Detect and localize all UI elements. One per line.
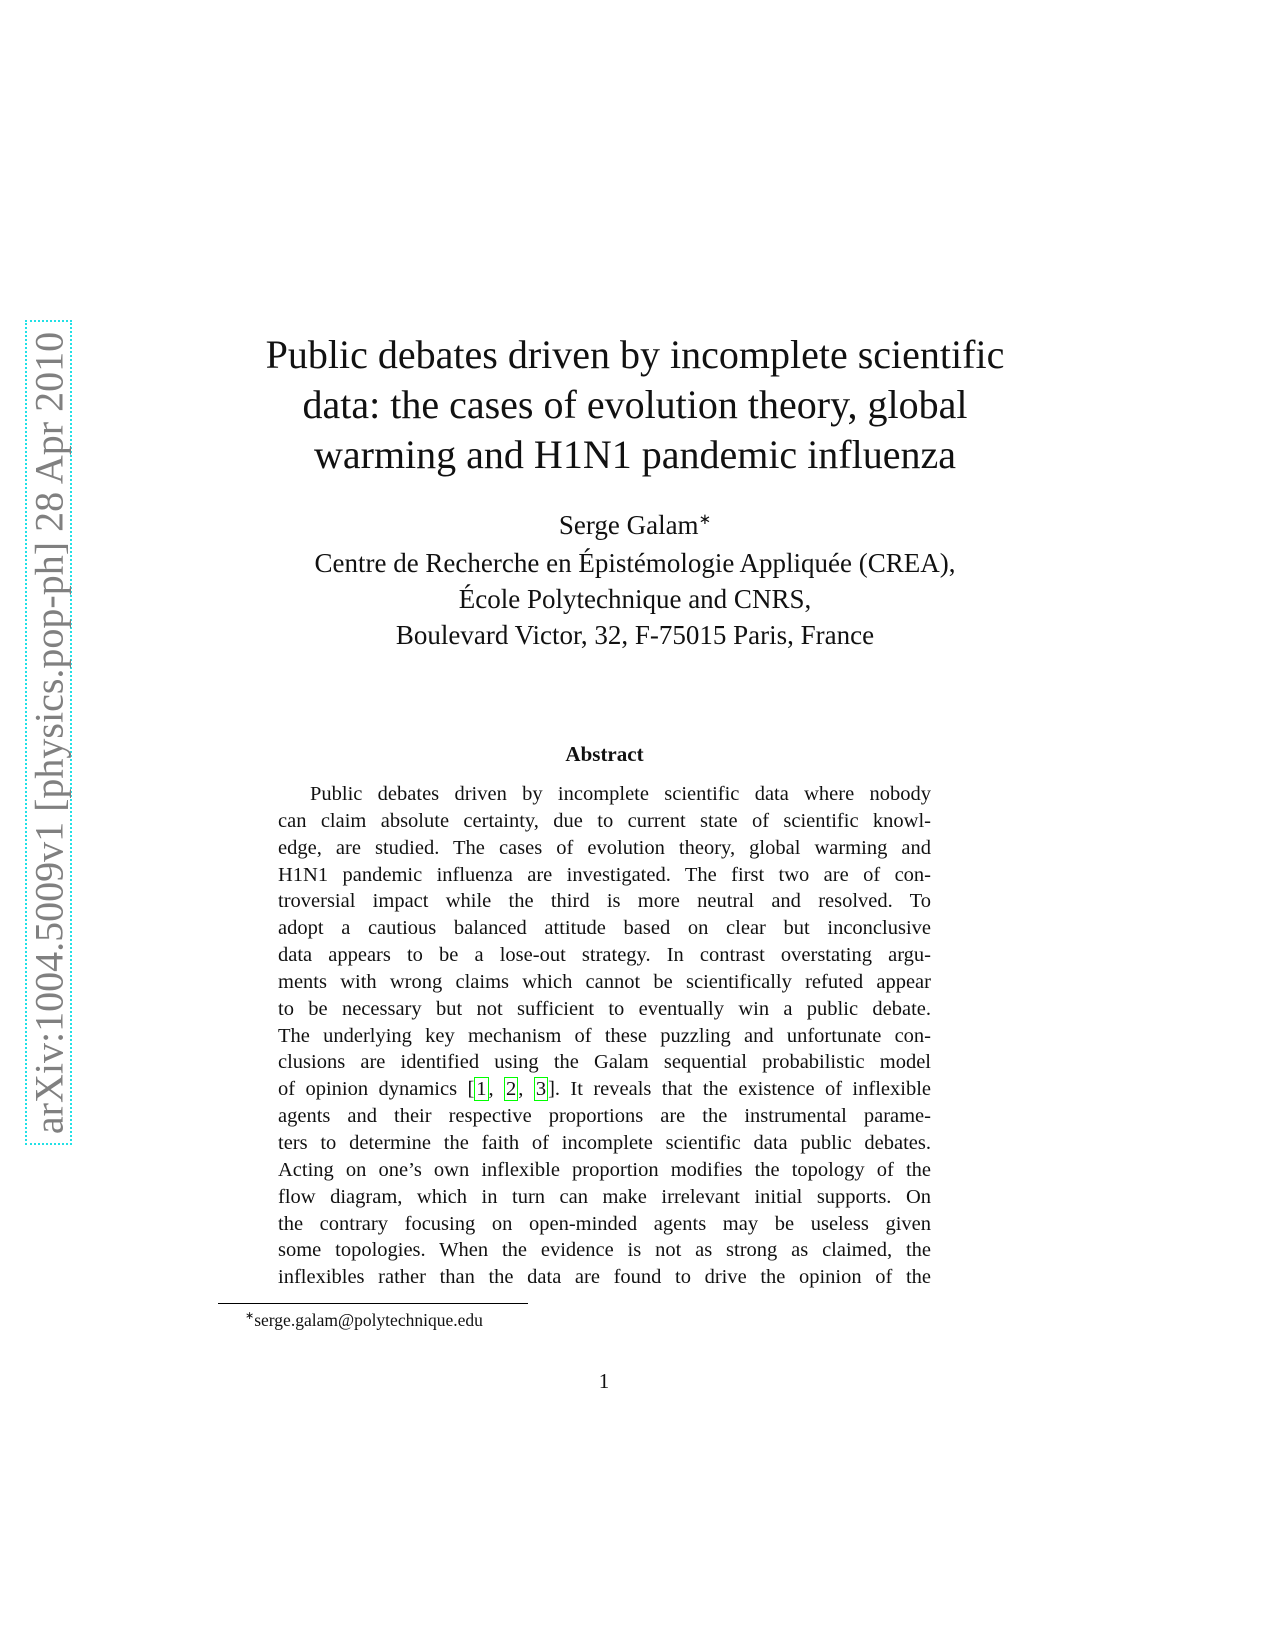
footnote-mark: ∗: [245, 1310, 255, 1322]
affiliation-line: Centre de Recherche en Épistémologie Appliquée (CREA),: [314, 548, 956, 578]
arxiv-identifier[interactable]: arXiv:1004.5009v1 [physics.pop-ph] 28 Apr 2010: [26, 331, 71, 1134]
abstract-line: flow diagram, which in turn can make irrelevant initial supports. On: [278, 1185, 931, 1208]
abstract-body: [278, 781, 931, 1291]
abstract-heading: Abstract: [565, 742, 644, 766]
title-line: warming and H1N1 pandemic influenza: [313, 432, 956, 477]
abstract-line: troversial impact while the third is more neutral and resolved. To: [278, 890, 931, 913]
footnote-email: serge.galam@polytechnique.edu: [254, 1309, 483, 1330]
abstract-line: Acting on one’s own inflexible proportion modifies the topology of the: [278, 1158, 931, 1181]
paper-title: [200, 330, 1070, 480]
abstract-line: ters to determine the faith of incomplete scientific data public debates.: [278, 1131, 931, 1154]
citation-link-1[interactable]: 1: [476, 1078, 487, 1101]
arxiv-stamp[interactable]: [25, 320, 72, 1145]
affiliation-line: École Polytechnique and CNRS,: [458, 584, 812, 614]
abstract-line-citations: of opinion dynamics [1, 2, 3]. It reveals that the existence of inflexible: [278, 1078, 931, 1101]
title-line: data: the cases of evolution theory, global: [302, 382, 968, 427]
abstract-line: Public debates driven by incomplete scientific data where nobody: [310, 783, 931, 805]
footnote: [245, 1309, 483, 1331]
title-line: Public debates driven by incomplete scientific: [265, 332, 1005, 377]
affiliation-line: Boulevard Victor, 32, F-75015 Paris, France: [395, 620, 875, 650]
author-name: Serge Galam: [558, 510, 699, 540]
author-footnote-mark[interactable]: ∗: [698, 512, 712, 528]
citation-link-3[interactable]: 3: [535, 1078, 547, 1101]
abstract-line: H1N1 pandemic influenza are investigated. The first two are of con-: [278, 863, 931, 886]
citation-link-2[interactable]: 2: [506, 1078, 517, 1101]
abstract-line: clusions are identified using the Galam sequential probabilistic model: [278, 1051, 931, 1074]
abstract-line: ments with wrong claims which cannot be scientifically refuted appear: [278, 970, 931, 993]
abstract-line: to be necessary but not sufficient to eventually win a public debate.: [278, 997, 931, 1020]
abstract-line: edge, are studied. The cases of evolution theory, global warming and: [278, 836, 931, 859]
abstract-line: can claim absolute certainty, due to current state of scientific knowl-: [278, 809, 931, 832]
page-number: 1: [598, 1369, 610, 1393]
abstract-line: The underlying key mechanism of these puzzling and unfortunate con-: [278, 1024, 931, 1047]
abstract-line: agents and their respective proportions are the instrumental parame-: [278, 1105, 931, 1128]
author: [200, 510, 1070, 541]
abstract-line: inflexibles rather than the data are found to drive the opinion of the: [278, 1266, 931, 1289]
abstract-line: data appears to be a lose-out strategy. In contrast overstating argu-: [278, 944, 931, 967]
abstract-line: some topologies. When the evidence is not as strong as claimed, the: [278, 1239, 931, 1262]
footnote-rule: [218, 1303, 528, 1304]
abstract-line: the contrary focusing on open-minded agents may be useless given: [278, 1212, 931, 1235]
abstract-line: adopt a cautious balanced attitude based on clear but inconclusive: [278, 917, 931, 940]
